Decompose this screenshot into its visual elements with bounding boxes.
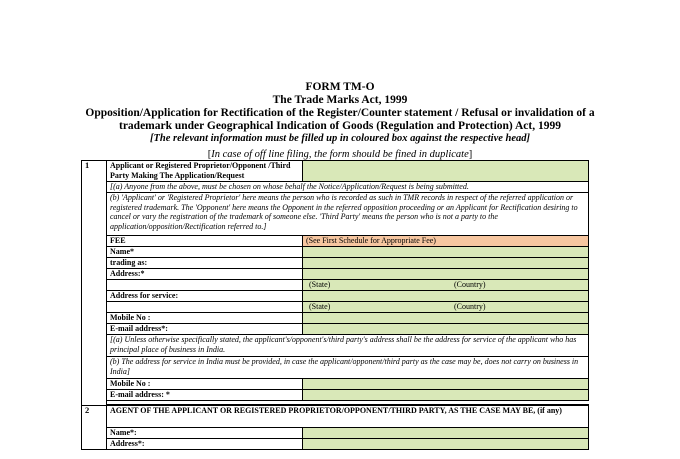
bracket-close: ] [468,149,473,160]
name-field[interactable] [303,247,589,258]
state-label: (State) [309,280,331,289]
note-a: [(a) Anyone from the above, must be chosen on whose behalf the Notice/Application/Request is being submitted. [107,182,589,193]
section-1-heading-field[interactable] [303,161,589,182]
act-title: The Trade Marks Act, 1999 [272,94,408,106]
mobile-field-2[interactable] [303,379,589,390]
offline-filing-note [0,149,680,160]
fee-value: (See First Schedule for Appropriate Fee) [303,236,589,247]
instruction-text: [The relevant information must be filled up in coloured box against the respective head] [149,133,531,144]
address-state-country-field[interactable] [303,280,589,291]
address-label: Address:* [107,269,303,280]
note-b: (b) 'Applicant' or 'Registered Proprietor' here means the person who is recorded as such in TMR records in respect of the referred application or registered trademark. The 'Opponent' here means the Opponent in the referred opposition proceeding or an Applicant for Rectification desiring to cancel or vary the registration of the trademark of someone else. 'Third Party' means the person who is not a party to the application/opposition/Rectification referred to.] [107,193,589,236]
address-spacer [107,280,303,291]
offline-filing-text: In case of off line filing, the form should be fined in duplicate [211,149,469,160]
subtitle-line-2: trademark under Geographical Indication of Goods (Regulation and Protection) Act, 1999 [118,120,561,132]
email-label-2: E-mail address: * [107,390,303,401]
name-label: Name* [107,247,303,258]
section-1-number: 1 [82,161,107,406]
bracket-open: [ [207,149,212,160]
mobile-label-2: Mobile No : [107,379,303,390]
agent-address-label: Address*: [107,439,303,450]
fee-label: FEE [107,236,303,247]
trading-as-field[interactable] [303,258,589,269]
email-field-2[interactable] [303,390,589,401]
note-c: [(a) Unless otherwise specifically stated, the applicant's/opponent's/third party's address shall be the address for service of the applicant who has principal place of business in India. [107,335,589,357]
address-field[interactable] [303,269,589,280]
country-label: (Country) [454,280,486,289]
service-state-country-field[interactable] [303,302,589,313]
agent-name-label: Name*: [107,428,303,439]
state-label-2: (State) [309,302,331,311]
address-for-service-label: Address for service: [107,291,303,302]
agent-name-field[interactable] [303,428,589,439]
section-2-heading: AGENT OF THE APPLICANT OR REGISTERED PROPRIETOR/OPPONENT/THIRD PARTY, AS THE CASE MAY BE, (if any) [107,406,589,428]
section-2-number: 2 [82,406,107,450]
note-d: (b) The address for service in India must be provided, in case the applicant/opponent/third party as the case may be, does not carry on business in India] [107,357,589,379]
agent-address-field[interactable] [303,439,589,450]
form-table [81,160,589,450]
email-field[interactable] [303,324,589,335]
service-spacer [107,302,303,313]
address-for-service-field[interactable] [303,291,589,302]
country-label-2: (Country) [454,302,486,311]
mobile-label: Mobile No : [107,313,303,324]
mobile-field[interactable] [303,313,589,324]
email-label: E-mail address*: [107,324,303,335]
section-1-heading: Applicant or Registered Proprietor/Opponent /Third Party Making The Application/Request [107,161,303,182]
trading-as-label: trading as: [107,258,303,269]
subtitle-line-1: Opposition/Application for Rectification of the Register/Counter statement / Refusal or invalidation of a [85,107,595,119]
form-title: FORM TM-O [305,81,375,93]
